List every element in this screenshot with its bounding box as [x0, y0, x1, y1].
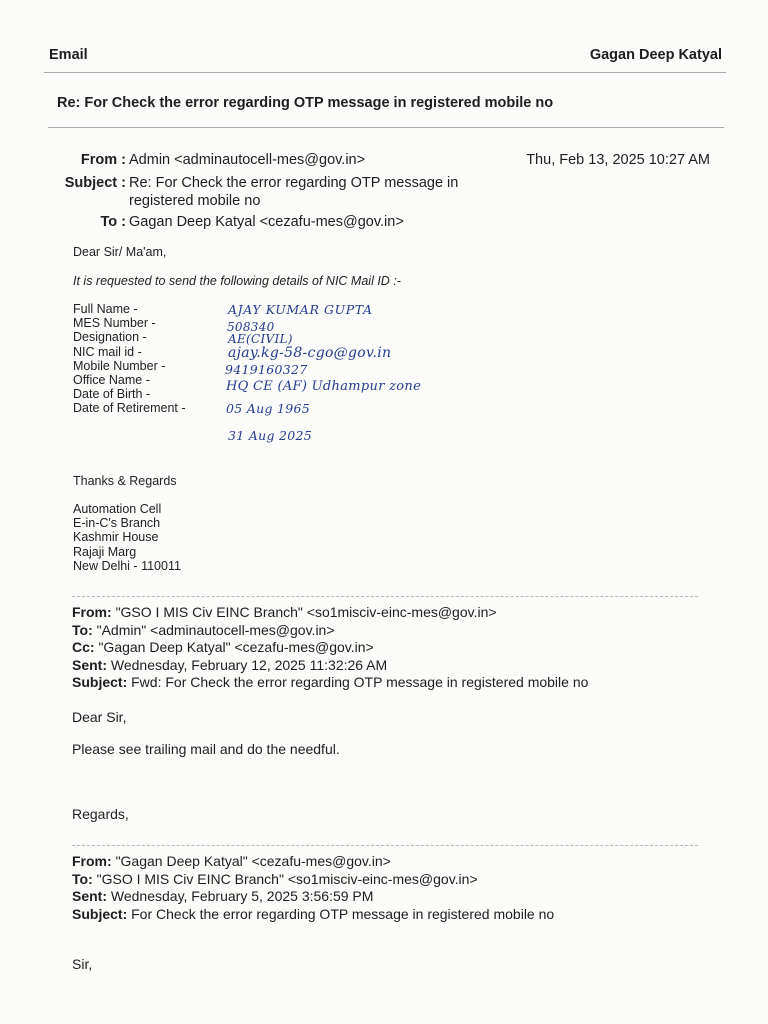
- field-label: Designation -: [73, 330, 147, 345]
- fw1-cc-label: Cc:: [72, 639, 95, 655]
- fw1-cc-value[interactable]: "Gagan Deep Katyal" <cezafu-mes@gov.in>: [98, 639, 374, 655]
- signature-block: [73, 502, 181, 573]
- thread-subject: Re: For Check the error regarding OTP message in registered mobile no: [57, 95, 554, 111]
- handwritten-retirement: 31 Aug 2025: [228, 428, 313, 443]
- subject-line-1: Re: For Check the error regarding OTP message in: [129, 175, 459, 191]
- subject-divider: [48, 127, 724, 128]
- handwritten-office: HQ CE (AF) Udhampur zone: [226, 379, 422, 394]
- fw1-text: Please see trailing mail and do the needful.: [72, 741, 340, 757]
- fw1-from-value[interactable]: "GSO I MIS Civ EINC Branch" <so1misciv-einc-mes@gov.in>: [115, 604, 497, 620]
- handwritten-mes-number: 508340: [227, 320, 275, 334]
- handwritten-email: ajay.kg-58-cgo@gov.in: [228, 345, 392, 361]
- fw2-to-value[interactable]: "GSO I MIS Civ EINC Branch" <so1misciv-einc-mes@gov.in>: [96, 870, 478, 887]
- forward-divider: [72, 845, 698, 846]
- signature-line: Rajaji Marg: [73, 544, 137, 559]
- message-date: Thu, Feb 13, 2025 10:27 AM: [526, 152, 710, 168]
- fw2-sent-label: Sent:: [72, 888, 107, 904]
- fw1-from-label: From:: [72, 604, 112, 620]
- user-name: Gagan Deep Katyal: [589, 47, 722, 63]
- fw2-from-label: From:: [72, 853, 112, 869]
- handwritten-dob: 05 Aug 1965: [226, 401, 311, 416]
- header-divider: [44, 72, 726, 73]
- from-label: From :: [80, 152, 126, 168]
- field-label: Office Name -: [73, 373, 150, 388]
- handwritten-full-name: AJAY KUMAR GUPTA: [228, 302, 373, 317]
- fw2-subject-label: Subject:: [72, 905, 128, 922]
- subject-label: Subject :: [64, 175, 126, 191]
- app-title: Email: [49, 47, 88, 63]
- signature-line: E-in-C's Branch: [73, 516, 161, 531]
- fw1-greeting: Dear Sir,: [72, 709, 127, 725]
- fw1-subject-value: Fwd: For Check the error regarding OTP message in registered mobile no: [131, 674, 589, 690]
- field-label: NIC mail id -: [73, 344, 142, 359]
- fw2-sent-value: Wednesday, February 5, 2025 3:56:59 PM: [110, 888, 374, 904]
- fw2-to-label: To:: [72, 870, 93, 887]
- to-label: To :: [100, 214, 126, 230]
- field-label: Date of Birth -: [73, 387, 151, 402]
- details-labels: [73, 302, 186, 416]
- subject-line-2: registered mobile no: [129, 193, 261, 209]
- signature-line: New Delhi - 110011: [73, 558, 181, 573]
- signature-line: Automation Cell: [73, 502, 162, 516]
- signature-line: Kashmir House: [73, 530, 159, 545]
- greeting: Dear Sir/ Ma'am,: [73, 245, 167, 259]
- fw1-sent-value: Wednesday, February 12, 2025 11:32:26 AM: [110, 656, 388, 673]
- forward-divider: [72, 596, 698, 597]
- handwritten-designation: AE(CIVIL): [228, 332, 293, 346]
- request-text: It is requested to send the following details of NIC Mail ID :-: [73, 274, 401, 288]
- fw2-subject-value: For Check the error regarding OTP message in registered mobile no: [131, 905, 555, 922]
- handwritten-mobile: 9419160327: [225, 362, 308, 377]
- field-label: MES Number -: [73, 316, 156, 331]
- to-value[interactable]: Gagan Deep Katyal <cezafu-mes@gov.in>: [129, 214, 404, 230]
- fw1-subject-label: Subject:: [72, 674, 128, 690]
- thanks-regards: Thanks & Regards: [73, 474, 177, 488]
- forward-header-2: [72, 853, 554, 923]
- fw2-from-value[interactable]: "Gagan Deep Katyal" <cezafu-mes@gov.in>: [115, 853, 391, 869]
- field-label: Date of Retirement -: [73, 401, 186, 416]
- forward-header-1: [72, 604, 588, 692]
- fw1-to-label: To:: [72, 621, 93, 638]
- field-label: Full Name -: [73, 302, 138, 316]
- fw1-regards: Regards,: [72, 806, 129, 822]
- from-value[interactable]: Admin <adminautocell-mes@gov.in>: [129, 152, 366, 168]
- field-label: Mobile Number -: [73, 358, 166, 373]
- fw2-greeting: Sir,: [72, 956, 93, 972]
- fw1-sent-label: Sent:: [72, 656, 107, 673]
- fw1-to-value[interactable]: "Admin" <adminautocell-mes@gov.in>: [96, 621, 335, 638]
